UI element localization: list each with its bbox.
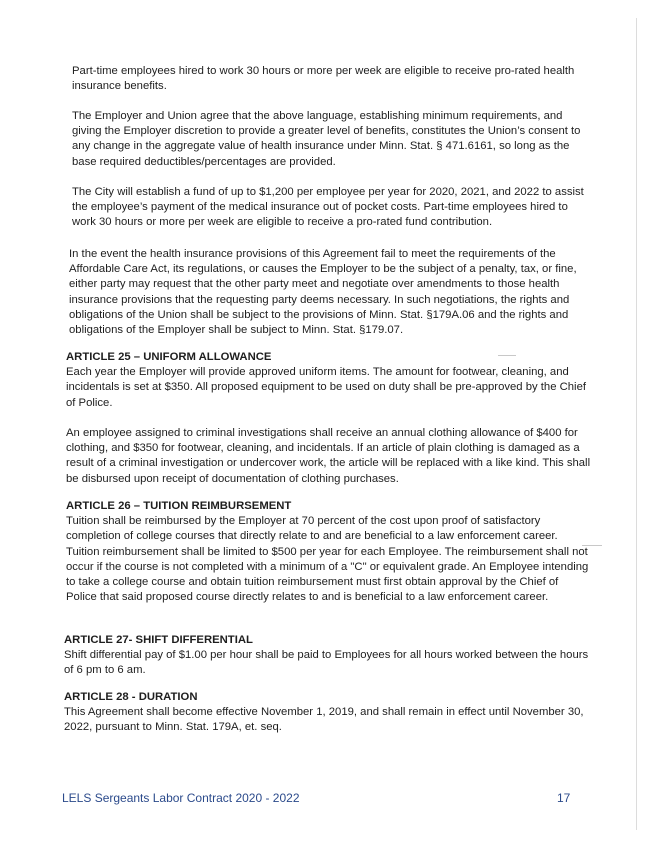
- article-heading: ARTICLE 26 – TUITION REIMBURSEMENT: [66, 500, 292, 512]
- article-26: [66, 499, 591, 605]
- article-body: Each year the Employer will provide approved uniform items. The amount for footwear, cleaning, and incidentals is set at $350. All proposed equipment to be used on duty shall be pre-approved by the Chief of Police.: [66, 366, 586, 409]
- paragraph-text: An employee assigned to criminal investigations shall receive an annual clothing allowance of $400 for clothing, and $350 for footwear, cleaning, and incidentals. If an article of plain clothing is damaged as a result of a criminal investigation or undercover work, the article will be replaced with a like kind. This shall be disbursed upon receipt of documentation of clothing purchases.: [66, 427, 591, 485]
- paragraph-text: Part-time employees hired to work 30 hours or more per week are eligible to receive pro-rated health insurance benefits.: [72, 65, 575, 93]
- article-heading: ARTICLE 27- SHIFT DIFFERENTIAL: [64, 634, 253, 646]
- article-25: [66, 350, 591, 411]
- paragraph-part-time: [72, 64, 592, 94]
- scan-speck: [582, 545, 602, 546]
- article-body: This Agreement shall become effective November 1, 2019, and shall remain in effect until November 30, 2022, pursuant to Minn. Stat. 179A, et. seq.: [64, 706, 584, 734]
- page-edge: [636, 18, 637, 830]
- article-27: [64, 633, 589, 679]
- article-body: Shift differential pay of $1.00 per hour shall be paid to Employees for all hours worked between the hours of 6 pm to 6 am.: [64, 649, 589, 677]
- article-heading: ARTICLE 25 – UNIFORM ALLOWANCE: [66, 351, 272, 363]
- page-number: 17: [557, 791, 571, 805]
- scan-speck: [498, 355, 516, 356]
- footer-title: LELS Sergeants Labor Contract 2020 - 2022: [62, 791, 300, 805]
- article-28: [64, 690, 589, 736]
- article-body: Tuition shall be reimbursed by the Employer at 70 percent of the cost upon proof of satisfactory completion of college courses that directly relate to and are beneficial to a law enforcement career. Tuition reimbursement shall be limited to $500 per year for each Employee. The reimbursement shall not occur if the course is not completed with a minimum of a "C" or equivalent grade. An Employee intending to take a college course and obtain tuition reimbursement must first obtain approval by the Chief of Police that said proposed course directly relates to and is beneficial to a law enforcement career.: [66, 515, 589, 604]
- paragraph-text: The Employer and Union agree that the above language, establishing minimum requirements, and giving the Employer discretion to provide a greater level of benefits, constitutes the Union’s consent to any change in the aggregate value of health insurance under Minn. Stat. § 471.6161, so long as the base required deductibles/percentages are provided.: [72, 110, 581, 168]
- paragraph-text: In the event the health insurance provisions of this Agreement fail to meet the requirements of the Affordable Care Act, its regulations, or causes the Employer to be the subject of a penalty, tax, or fine, either party may request that the other party meet and negotiate over amendments to those health insurance provisions that the requesting party deems necessary. In such negotiations, the rights and obligations of the Union shall be subject to the provisions of Minn. Stat. §179A.06 and the rights and obligations of the Employer shall be subject to Minn. Stat. §179.07.: [69, 248, 577, 337]
- article-heading: ARTICLE 28 - DURATION: [64, 691, 198, 703]
- paragraph-text: The City will establish a fund of up to $1,200 per employee per year for 2020, 2021, and 2022 to assist the employee’s payment of the medical insurance out of pocket costs. Part-time employees hired to work 30 hours or more per week are eligible to receive a pro-rated fund contribution.: [72, 186, 584, 229]
- paragraph-criminal-investigations: [66, 426, 591, 487]
- paragraph-employer-union: [72, 109, 592, 170]
- paragraph-city-fund: [72, 185, 592, 231]
- paragraph-affordable-care: [69, 247, 589, 338]
